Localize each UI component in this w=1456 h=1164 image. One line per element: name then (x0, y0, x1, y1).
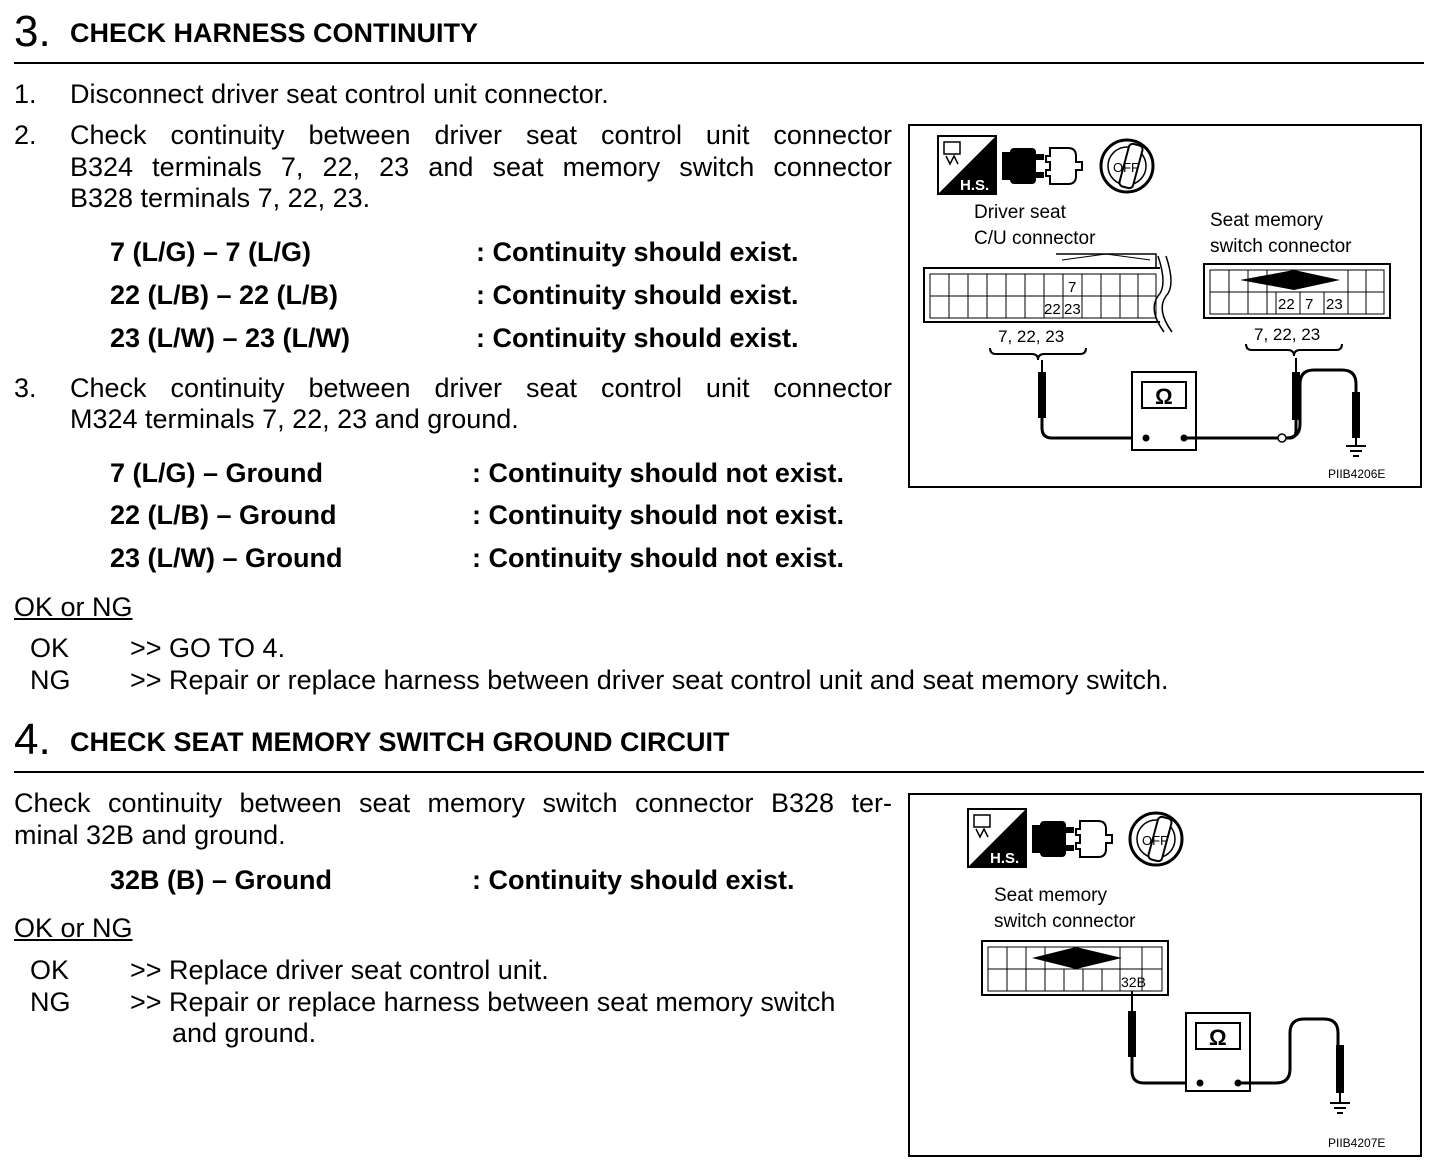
item3-number: 3. (14, 373, 37, 403)
item3-line2: M324 terminals 7, 22, 23 and ground. (70, 404, 519, 434)
right-connector-label-1: Seat memory (1210, 210, 1323, 231)
hs-icon (968, 809, 1026, 867)
connector-disconnect-icon (1002, 148, 1082, 184)
spec-a2-term: 22 (L/B) – 22 (L/B) (110, 280, 339, 310)
item2-line2: B324 terminals 7, 22, 23 and seat memory switch connector (70, 152, 892, 182)
step4-body-line2: minal 32B and ground. (14, 820, 286, 850)
ground-symbol (1330, 1093, 1350, 1113)
ground-symbol (1346, 392, 1366, 456)
spec-a3-term: 23 (L/W) – 23 (L/W) (110, 323, 351, 353)
right-terminal-23: 23 (1326, 296, 1343, 313)
hs-label: H.S. (960, 177, 990, 194)
right-brace (1246, 344, 1342, 356)
step3-ok-label: OK (30, 633, 70, 663)
step3-divider (14, 62, 1424, 64)
spec-a1-term: 7 (L/G) – 7 (L/G) (110, 237, 312, 267)
terminal-32b: 32B (1121, 974, 1146, 990)
spec-a1-result: : Continuity should exist. (476, 237, 799, 267)
right-connector-label-2: switch connector (1210, 236, 1352, 257)
item2-line1: Check continuity between driver seat control unit connector (70, 120, 892, 150)
step3-number: 3. (14, 7, 51, 56)
step3-ng-text: >> Repair or replace harness between driver seat control unit and seat memory switch. (130, 665, 1169, 695)
spec-b3-result: : Continuity should not exist. (472, 543, 844, 573)
connector-label-2: switch connector (994, 911, 1136, 932)
step4-ng-text-line1: >> Repair or replace harness between seat memory switch (130, 987, 836, 1017)
ohm-symbol: Ω (1209, 1025, 1227, 1050)
hs-label: H.S. (990, 850, 1020, 867)
ohm-symbol: Ω (1155, 384, 1173, 409)
figure-harness-continuity (908, 124, 1422, 488)
step4-spec-term: 32B (B) – Ground (110, 865, 333, 895)
right-terminal-22: 22 (1278, 296, 1295, 313)
step4-divider (14, 771, 1424, 773)
left-terminal-7: 7 (1068, 279, 1077, 296)
spec-b1-term: 7 (L/G) – Ground (110, 458, 323, 488)
item3-line1: Check continuity between driver seat control unit connector (70, 373, 892, 403)
step4-spec-result: : Continuity should exist. (472, 865, 795, 895)
spec-a3-result: : Continuity should exist. (476, 323, 799, 353)
left-brace (990, 348, 1086, 360)
step4-ok-text: >> Replace driver seat control unit. (130, 955, 549, 985)
spec-b2-term: 22 (L/B) – Ground (110, 500, 337, 530)
step3-title: CHECK HARNESS CONTINUITY (70, 18, 479, 48)
figure-code: PIIB4207E (1328, 1136, 1386, 1150)
right-probe (1184, 358, 1356, 442)
left-probe (1038, 360, 1146, 438)
off-label: OFF (1142, 833, 1168, 848)
ignition-off-icon (1130, 813, 1182, 865)
right-brace-label: 7, 22, 23 (1254, 325, 1321, 344)
hs-icon (938, 136, 996, 194)
off-label: OFF (1113, 160, 1139, 175)
item1-text: Disconnect driver seat control unit connector. (70, 79, 609, 109)
item2-number: 2. (14, 120, 37, 150)
item1-number: 1. (14, 79, 37, 109)
step3-ng-label: NG (30, 665, 71, 695)
ground-lead (1238, 1019, 1344, 1093)
step4-ng-label: NG (30, 987, 71, 1017)
figure-ground-circuit (908, 793, 1422, 1157)
ohmmeter (1186, 1013, 1250, 1091)
driver-seat-cu-connector (924, 254, 1176, 332)
spec-b3-term: 23 (L/W) – Ground (110, 543, 343, 573)
spec-b1-result: : Continuity should not exist. (472, 458, 844, 488)
spec-a2-result: : Continuity should exist. (476, 280, 799, 310)
left-connector-label-2: C/U connector (974, 228, 1096, 249)
step4-ok-label: OK (30, 955, 70, 985)
left-brace-label: 7, 22, 23 (998, 327, 1065, 346)
left-terminal-23: 23 (1064, 301, 1081, 318)
left-terminal-22: 22 (1044, 301, 1061, 318)
step3-ok-text: >> GO TO 4. (130, 633, 286, 663)
step4-ng-text-line2: and ground. (172, 1018, 317, 1048)
harness-continuity-diagram (910, 126, 1420, 486)
figure-code: PIIB4206E (1328, 467, 1386, 481)
ground-circuit-diagram (910, 795, 1420, 1155)
step4-number: 4. (14, 715, 51, 764)
ignition-off-icon (1101, 140, 1153, 192)
right-terminal-7: 7 (1305, 296, 1314, 313)
step3-ok-ng-heading: OK or NG (14, 592, 133, 622)
seat-memory-switch-connector (1204, 264, 1390, 318)
spec-b2-result: : Continuity should not exist. (472, 500, 844, 530)
step4-body-line1: Check continuity between seat memory switch connector B328 ter- (14, 788, 892, 818)
step4-title: CHECK SEAT MEMORY SWITCH GROUND CIRCUIT (70, 727, 730, 757)
step4-ok-ng-heading: OK or NG (14, 913, 133, 943)
left-connector-label-1: Driver seat (974, 202, 1066, 223)
connector-label-1: Seat memory (994, 885, 1107, 906)
item2-line3: B328 terminals 7, 22, 23. (70, 183, 371, 213)
seat-memory-switch-connector (982, 941, 1168, 995)
connector-disconnect-icon (1032, 821, 1112, 857)
